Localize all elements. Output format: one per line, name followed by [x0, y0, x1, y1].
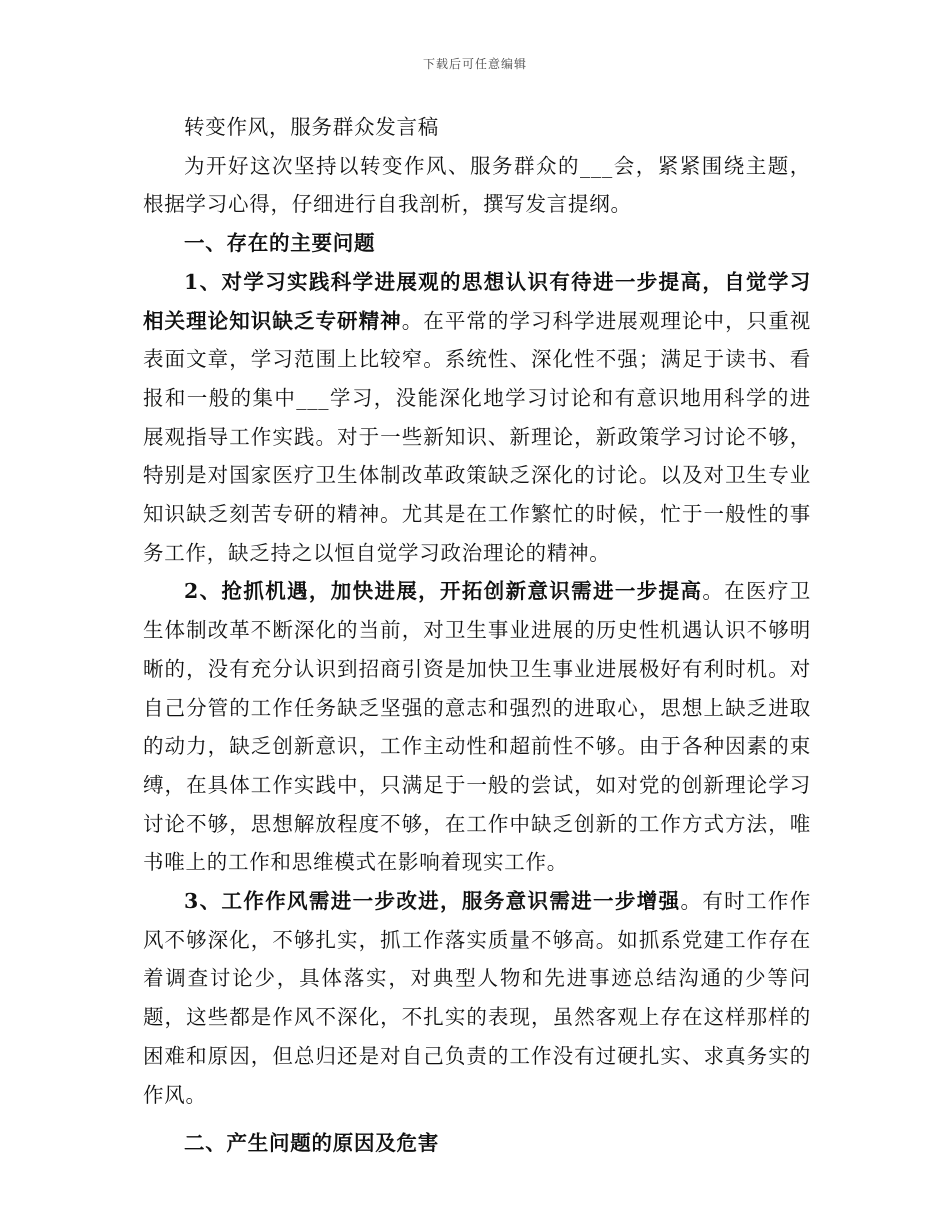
header-note: 下载后可任意编辑	[422, 57, 527, 71]
section1-heading: 一、存在的主要问题	[184, 231, 376, 256]
item1-bold-lead: 1、对学习实践科学进展观的思想认识有待进一步提高，自觉学习相关理论知识缺乏专研精神	[143, 269, 811, 333]
item3-paragraph	[143, 882, 811, 1114]
item2-text: 。在医疗卫生体制改革不断深化的当前，对卫生事业进展的历史性机遇认识不够明晰的，没有充分认识到招商引资是加快卫生事业进展极好有利时机。对自己分管的工作任务缺乏坚强的意志和强烈的进取心，思想上缺乏进取的动力，缺乏创新意识，工作主动性和超前性不够。由于各种因素的束缚，在具体工作实践中，只满足于一般的尝试，如对党的创新理论学习讨论不够，思想解放程度不够，在工作中缺乏创新的工作方式方法，唯书唯上的工作和思维模式在影响着现实工作。	[143, 579, 812, 875]
item3-bold-lead: 3、工作作风需进一步改进，服务意识需进一步增强	[184, 889, 681, 914]
item2-paragraph	[143, 572, 811, 882]
intro-paragraph: 为开好这次坚持以转变作风、服务群众的___会，紧紧围绕主题，根据学习心得，仔细进行自我剖析，撰写发言提纲。	[143, 153, 811, 217]
item3-text: 。有时工作作风不够深化，不够扎实，抓工作落实质量不够高。如抓系党建工作存在着调查讨论少，具体落实，对典型人物和先进事迹总结沟通的少等问题，这些都是作风不深化，不扎实的表现，虽然客观上存在这样那样的困难和原因，但总归还是对自己负责的工作没有过硬扎实、求真务实的作风。	[143, 889, 812, 1107]
document-title: 转变作风，服务群众发言稿	[184, 115, 439, 139]
item1-paragraph	[143, 263, 811, 573]
section2-heading: 二、产生问题的原因及危害	[184, 1131, 439, 1156]
document-body	[143, 108, 811, 1163]
item2-bold-lead: 2、抢抓机遇，加快进展，开拓创新意识需进一步提高	[184, 579, 703, 604]
item1-text: 。在平常的学习科学进展观理论中，只重视表面文章，学习范围上比较窄。系统性、深化性不强；满足于读书、看报和一般的集中___学习，没能深化地学习讨论和有意识地用科学的进展观指导工作实践。对于一些新知识、新理论，新政策学习讨论不够，特别是对国家医疗卫生体制改革政策缺乏深化的讨论。以及对卫生专业知识缺乏刻苦专研的精神。尤其是在工作繁忙的时候，忙于一般性的事务工作，缺乏持之以恒自觉学习政治理论的精神。	[143, 308, 812, 565]
